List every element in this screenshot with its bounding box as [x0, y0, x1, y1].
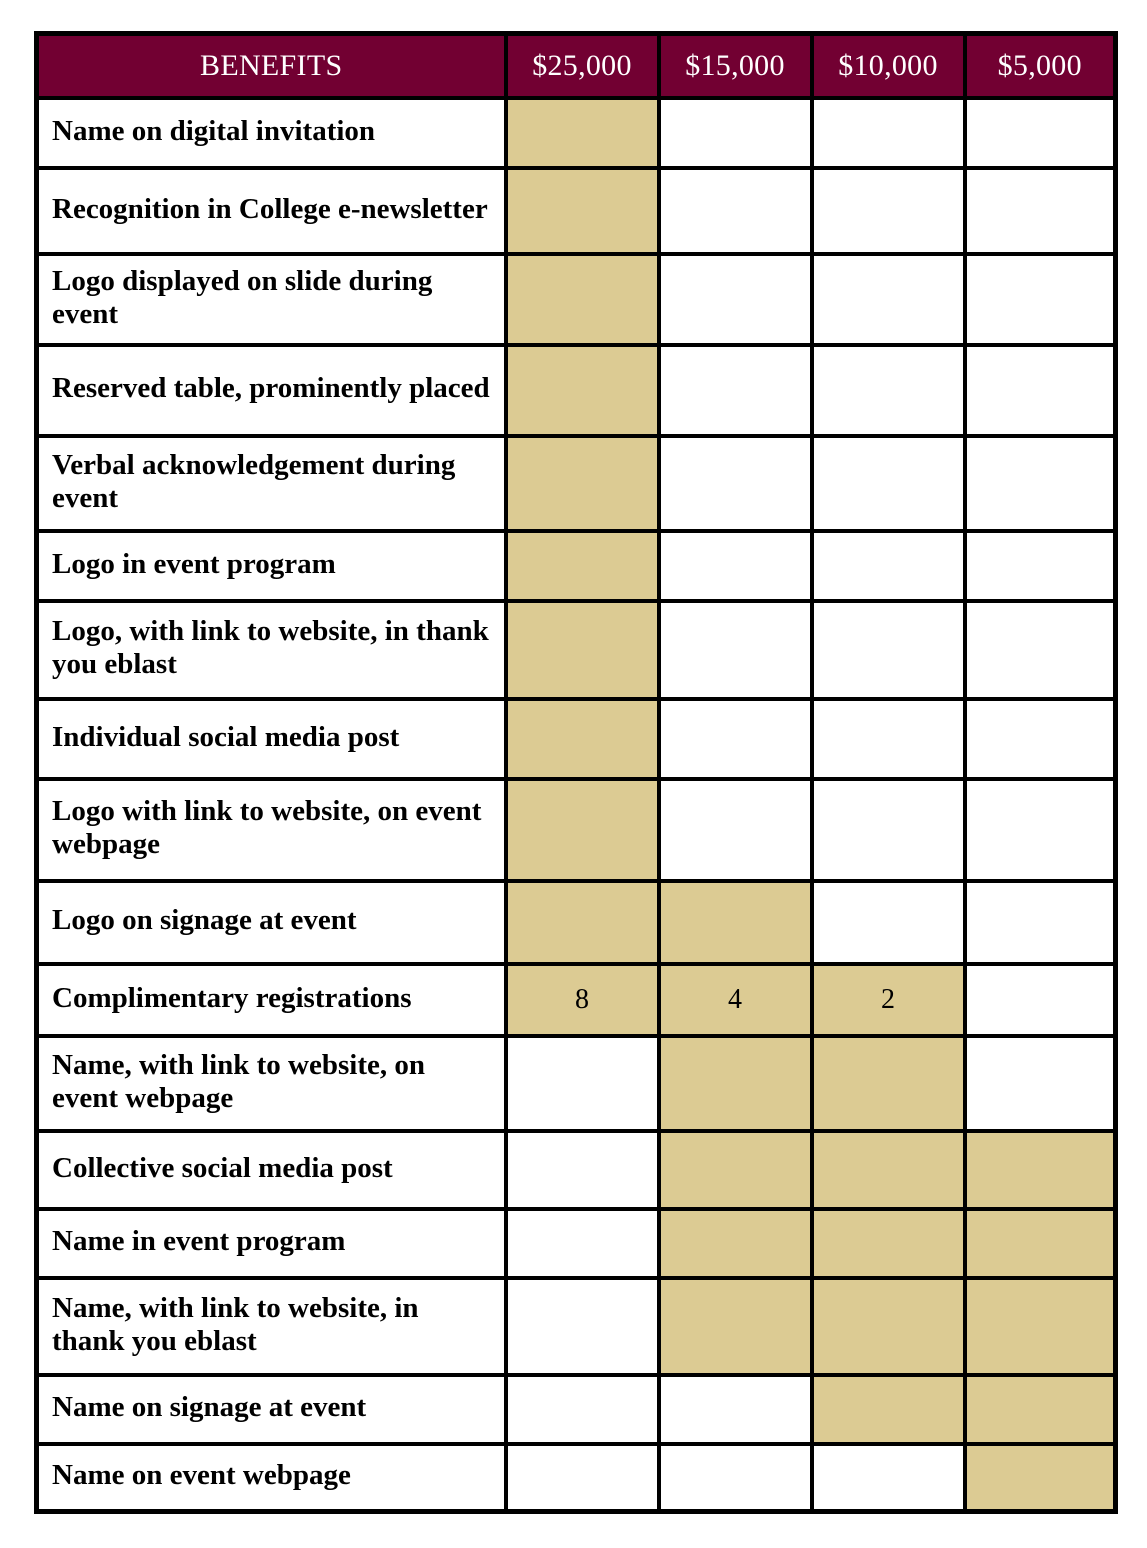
- tier-10000-cell-excluded: [812, 168, 965, 254]
- tier-5000-cell-excluded: [965, 168, 1116, 254]
- tier-15000-cell-excluded: [659, 436, 812, 531]
- tier-5000-cell-included: [965, 1278, 1116, 1375]
- benefit-label: Individual social media post: [37, 699, 506, 779]
- benefit-label: Logo with link to website, on event webpage: [37, 779, 506, 881]
- tier-5000-cell-excluded: [965, 254, 1116, 345]
- tier-25000-cell-included: [506, 254, 659, 345]
- tier-5000-cell-excluded: [965, 436, 1116, 531]
- benefit-label: Recognition in College e-newsletter: [37, 168, 506, 254]
- benefit-label: Complimentary registrations: [37, 964, 506, 1036]
- benefit-label: Reserved table, prominently placed: [37, 345, 506, 436]
- benefit-label: Logo, with link to website, in thank you eblast: [37, 601, 506, 699]
- tier-5000-cell-excluded: [965, 964, 1116, 1036]
- table-row: [37, 881, 1116, 964]
- table-row: [37, 1444, 1116, 1511]
- tier-25000-cell-included: [506, 881, 659, 964]
- tier-5000-cell-included: [965, 1375, 1116, 1444]
- tier-10000-cell-excluded: [812, 531, 965, 601]
- benefit-label: Name on digital invitation: [37, 98, 506, 168]
- benefit-label: Name on signage at event: [37, 1375, 506, 1444]
- tier-5000-cell-excluded: [965, 699, 1116, 779]
- tier-15000-cell-excluded: [659, 98, 812, 168]
- tier-10000-cell-included: [812, 1375, 965, 1444]
- tier-10000-cell-excluded: [812, 98, 965, 168]
- table-row: [37, 98, 1116, 168]
- tier-5000-cell-excluded: [965, 98, 1116, 168]
- tier-15000-cell-excluded: [659, 601, 812, 699]
- header-benefits: BENEFITS: [37, 34, 506, 99]
- tier-10000-cell-excluded: [812, 345, 965, 436]
- tier-15000-cell-included: [659, 1036, 812, 1131]
- tier-15000-cell-excluded: [659, 1444, 812, 1511]
- tier-25000-cell-included: [506, 98, 659, 168]
- benefits-table: [34, 31, 1118, 1514]
- tier-5000-cell-included: [965, 1209, 1116, 1278]
- tier-15000-cell-excluded: [659, 345, 812, 436]
- benefit-label: Logo on signage at event: [37, 881, 506, 964]
- tier-25000-cell-excluded: [506, 1209, 659, 1278]
- benefit-label: Logo in event program: [37, 531, 506, 601]
- table-row: [37, 1131, 1116, 1209]
- tier-25000-cell-included: [506, 531, 659, 601]
- tier-25000-cell-excluded: [506, 1278, 659, 1375]
- tier-15000-cell-excluded: [659, 699, 812, 779]
- tier-15000-cell-included: [659, 1209, 812, 1278]
- benefit-label: Name in event program: [37, 1209, 506, 1278]
- tier-10000-cell-excluded: [812, 436, 965, 531]
- tier-10000-cell-excluded: [812, 699, 965, 779]
- tier-15000-cell-excluded: [659, 254, 812, 345]
- tier-10000-cell-included: 2: [812, 964, 965, 1036]
- tier-5000-cell-excluded: [965, 601, 1116, 699]
- table-row: [37, 254, 1116, 345]
- tier-15000-cell-excluded: [659, 1375, 812, 1444]
- tier-5000-cell-excluded: [965, 1036, 1116, 1131]
- tier-25000-cell-included: [506, 779, 659, 881]
- table-row: [37, 1278, 1116, 1375]
- benefit-label: Name on event webpage: [37, 1444, 506, 1511]
- tier-10000-cell-excluded: [812, 779, 965, 881]
- tier-5000-cell-excluded: [965, 531, 1116, 601]
- tier-15000-cell-included: [659, 881, 812, 964]
- tier-15000-cell-included: 4: [659, 964, 812, 1036]
- tier-25000-cell-included: [506, 436, 659, 531]
- tier-25000-cell-included: [506, 601, 659, 699]
- tier-10000-cell-excluded: [812, 1444, 965, 1511]
- tier-10000-cell-excluded: [812, 881, 965, 964]
- tier-15000-cell-included: [659, 1131, 812, 1209]
- table-row: [37, 779, 1116, 881]
- table-row: [37, 168, 1116, 254]
- header-tier-15000: $15,000: [659, 34, 812, 99]
- table-row: [37, 601, 1116, 699]
- tier-25000-cell-included: [506, 699, 659, 779]
- benefit-label: Name, with link to website, in thank you eblast: [37, 1278, 506, 1375]
- benefit-label: Logo displayed on slide during event: [37, 254, 506, 345]
- table-row: [37, 1036, 1116, 1131]
- tier-15000-cell-excluded: [659, 779, 812, 881]
- tier-25000-cell-included: 8: [506, 964, 659, 1036]
- tier-10000-cell-included: [812, 1209, 965, 1278]
- header-tier-25000: $25,000: [506, 34, 659, 99]
- table-row: [37, 345, 1116, 436]
- header-row: [37, 34, 1116, 99]
- tier-15000-cell-excluded: [659, 531, 812, 601]
- header-tier-5000: $5,000: [965, 34, 1116, 99]
- tier-5000-cell-included: [965, 1131, 1116, 1209]
- tier-10000-cell-included: [812, 1131, 965, 1209]
- tier-5000-cell-included: [965, 1444, 1116, 1511]
- table-row: [37, 699, 1116, 779]
- table-row: [37, 1375, 1116, 1444]
- tier-25000-cell-excluded: [506, 1375, 659, 1444]
- benefit-label: Name, with link to website, on event webpage: [37, 1036, 506, 1131]
- tier-15000-cell-included: [659, 1278, 812, 1375]
- tier-25000-cell-excluded: [506, 1036, 659, 1131]
- tier-25000-cell-included: [506, 345, 659, 436]
- tier-15000-cell-excluded: [659, 168, 812, 254]
- table-row: [37, 964, 1116, 1036]
- header-tier-10000: $10,000: [812, 34, 965, 99]
- tier-25000-cell-included: [506, 168, 659, 254]
- tier-5000-cell-excluded: [965, 779, 1116, 881]
- benefit-label: Collective social media post: [37, 1131, 506, 1209]
- tier-25000-cell-excluded: [506, 1131, 659, 1209]
- table-row: [37, 531, 1116, 601]
- tier-10000-cell-included: [812, 1036, 965, 1131]
- table-row: [37, 1209, 1116, 1278]
- table-row: [37, 436, 1116, 531]
- benefit-label: Verbal acknowledgement during event: [37, 436, 506, 531]
- tier-5000-cell-excluded: [965, 345, 1116, 436]
- tier-25000-cell-excluded: [506, 1444, 659, 1511]
- tier-10000-cell-excluded: [812, 601, 965, 699]
- tier-10000-cell-excluded: [812, 254, 965, 345]
- tier-10000-cell-included: [812, 1278, 965, 1375]
- tier-5000-cell-excluded: [965, 881, 1116, 964]
